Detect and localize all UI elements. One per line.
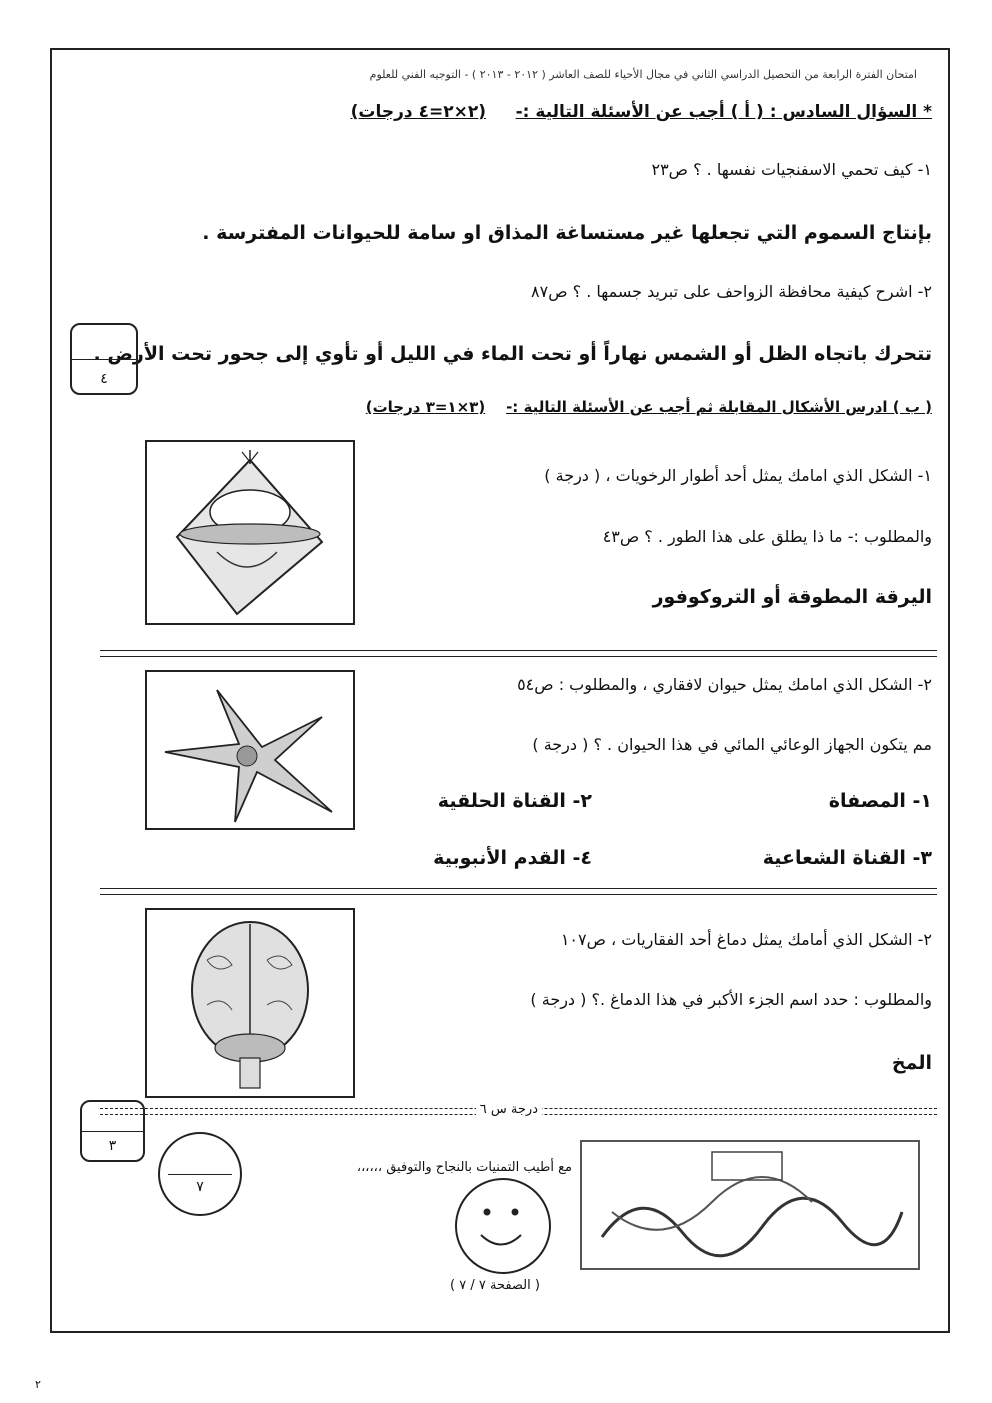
total-score-circle: ٧ <box>158 1132 242 1216</box>
question-a1: ١- كيف تحمي الاسفنجيات نفسها . ؟ ص٢٣ <box>651 160 932 179</box>
separator-1 <box>100 650 937 651</box>
question-b1: ١- الشكل الذي امامك يمثل أحد أطوار الرخويات ، ( درجة ) <box>544 466 932 485</box>
brain-image <box>145 908 355 1098</box>
footer-marks: درجة س ٦ <box>476 1102 542 1117</box>
question-title: * السؤال السادس : ( أ ) أجب عن الأسئلة التالية :- (٢×٢=٤ درجات) <box>350 102 932 122</box>
separator-1b <box>100 656 937 657</box>
answer-b3: المخ <box>891 1052 932 1074</box>
part-b-title: ( ب ) ادرس الأشكال المقابلة ثم أجب عن الأسئلة التالية :- (٣×١=٣ درجات) <box>365 398 932 416</box>
answer-b1: اليرقة المطوقة أو التروكوفور <box>652 586 932 608</box>
option-4: ٤- القدم الأنبوبية <box>433 847 592 869</box>
answer-a1: بإنتاج السموم التي تجعلها غير مستساغة المذاق او سامة للحيوانات المفترسة . <box>202 222 932 244</box>
exam-header: امتحان الفترة الرابعة من التحصيل الدراسي الثاني في مجال الأحياء للصف العاشر ( ٢٠١٢ - ٢٠١٣ ) - التوجيه الفني للعلوم <box>369 68 917 81</box>
part-b-score-box: ٣ <box>80 1100 145 1162</box>
option-2: ٢- القناة الحلقية <box>437 790 592 812</box>
answer-a2: تتحرك باتجاه الظل أو الشمس نهاراً أو تحت الماء في الليل أو تأوي إلى جحور تحت الأرض . <box>93 343 932 365</box>
part-a-score-box: ٤ <box>70 323 138 395</box>
option-1: ١- المصفاة <box>828 790 932 812</box>
starfish-image <box>145 670 355 830</box>
calligraphy-stamp <box>580 1140 920 1270</box>
question-b2-required: مم يتكون الجهاز الوعائي المائي في هذا الحيوان . ؟ ( درجة ) <box>532 735 932 754</box>
page-number: ( الصفحة ٧ / ٧ ) <box>450 1278 540 1293</box>
question-a2: ٢- اشرح كيفية محافظة الزواحف على تبريد جسمها . ؟ ص٨٧ <box>531 282 932 301</box>
corner-mark: ٢ <box>35 1378 41 1391</box>
separator-2b <box>100 894 937 895</box>
smiley-face-icon <box>455 1178 551 1274</box>
option-3: ٣- القناة الشعاعية <box>762 847 932 869</box>
question-b3-required: والمطلوب : حدد اسم الجزء الأكبر في هذا الدماغ .؟ ( درجة ) <box>530 990 932 1009</box>
separator-2 <box>100 888 937 889</box>
question-b3: ٢- الشكل الذي أمامك يمثل دماغ أحد الفقاريات ، ص١٠٧ <box>560 930 932 949</box>
trochophore-image <box>145 440 355 625</box>
question-b2: ٢- الشكل الذي امامك يمثل حيوان لافقاري ، والمطلوب : ص٥٤ <box>517 675 932 694</box>
question-b1-required: والمطلوب :- ما ذا يطلق على هذا الطور . ؟ ص٤٣ <box>602 527 932 546</box>
closing-wishes: مع أطيب التمنيات بالنجاح والتوفيق ،،،،،، <box>356 1160 572 1175</box>
